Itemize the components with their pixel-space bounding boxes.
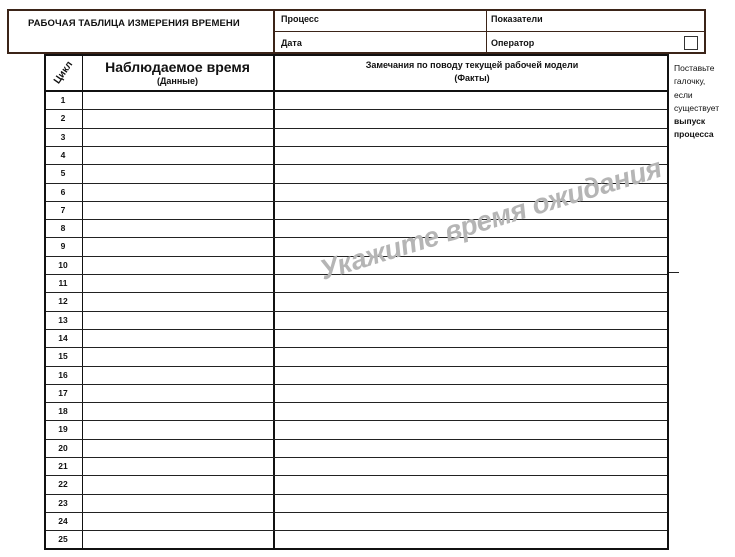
remarks-cell[interactable] bbox=[275, 329, 667, 347]
remarks-subheader: (Факты) bbox=[454, 73, 490, 83]
remarks-cell[interactable] bbox=[275, 146, 667, 164]
remarks-cell[interactable] bbox=[275, 457, 667, 475]
cycle-number: 15 bbox=[58, 351, 68, 362]
cycle-number: 5 bbox=[60, 168, 66, 179]
observed-time-cell[interactable] bbox=[83, 91, 273, 109]
remarks-cell[interactable] bbox=[275, 494, 667, 512]
remarks-cell[interactable] bbox=[275, 347, 667, 365]
remarks-cell[interactable] bbox=[275, 128, 667, 146]
side-note-line: если bbox=[674, 89, 693, 100]
remarks-cell[interactable] bbox=[275, 530, 667, 548]
cycle-number: 20 bbox=[58, 442, 68, 453]
remarks-cell[interactable] bbox=[275, 366, 667, 384]
date-label: Дата bbox=[281, 38, 302, 48]
waiting-time-watermark: Укажите время ожидания bbox=[316, 152, 665, 286]
observed-time-cell[interactable] bbox=[83, 164, 273, 182]
observed-time-cell[interactable] bbox=[83, 420, 273, 438]
cycle-number: 17 bbox=[58, 387, 68, 398]
remarks-cell[interactable] bbox=[275, 402, 667, 420]
observed-time-cell[interactable] bbox=[83, 292, 273, 310]
observed-time-cell[interactable] bbox=[83, 530, 273, 548]
remarks-cell[interactable] bbox=[275, 420, 667, 438]
cycle-number: 22 bbox=[58, 479, 68, 490]
observed-time-cell[interactable] bbox=[83, 183, 273, 201]
side-note-line: галочку, bbox=[674, 76, 706, 87]
operator-checkbox[interactable] bbox=[684, 36, 698, 50]
observed-time-cell[interactable] bbox=[83, 512, 273, 530]
cycle-number: 6 bbox=[60, 186, 66, 197]
observed-time-cell[interactable] bbox=[83, 439, 273, 457]
observed-time-cell[interactable] bbox=[83, 329, 273, 347]
observed-time-cell[interactable] bbox=[83, 201, 273, 219]
cycle-number: 10 bbox=[58, 259, 68, 270]
observed-time-cell[interactable] bbox=[83, 366, 273, 384]
observed-time-cell[interactable] bbox=[83, 457, 273, 475]
remarks-cell[interactable] bbox=[275, 109, 667, 127]
side-note-line-bold: процесса bbox=[674, 129, 714, 140]
cycle-number: 25 bbox=[58, 534, 68, 545]
cycle-number: 19 bbox=[58, 424, 68, 435]
side-note-line-bold: выпуск bbox=[674, 116, 706, 127]
observed-time-cell[interactable] bbox=[83, 256, 273, 274]
remarks-cell[interactable] bbox=[275, 439, 667, 457]
observed-time-cell[interactable] bbox=[83, 494, 273, 512]
observed-time-cell[interactable] bbox=[83, 128, 273, 146]
cycle-number: 21 bbox=[58, 461, 68, 471]
worksheet-title-cell bbox=[7, 9, 275, 54]
side-marker-line bbox=[669, 272, 679, 273]
remarks-cell[interactable] bbox=[275, 384, 667, 402]
cycle-number: 3 bbox=[60, 131, 66, 142]
observed-time-cell[interactable] bbox=[83, 109, 273, 127]
cycle-number: 16 bbox=[58, 369, 68, 380]
header-divider bbox=[275, 31, 706, 32]
observed-time-cell[interactable] bbox=[83, 219, 273, 237]
remarks-cell[interactable] bbox=[275, 311, 667, 329]
cycle-number: 11 bbox=[58, 278, 68, 288]
remarks-cell[interactable] bbox=[275, 512, 667, 530]
side-note bbox=[674, 62, 734, 142]
cycle-number: 1 bbox=[60, 95, 66, 105]
observed-time-cell[interactable] bbox=[83, 237, 273, 255]
cycle-number: 12 bbox=[58, 296, 68, 307]
observed-time-cell[interactable] bbox=[83, 402, 273, 420]
cycle-number: 18 bbox=[58, 406, 68, 417]
observed-time-cell[interactable] bbox=[83, 347, 273, 365]
observed-time-cell[interactable] bbox=[83, 274, 273, 292]
cycle-number: 2 bbox=[60, 113, 66, 124]
remarks-cell[interactable] bbox=[275, 91, 667, 109]
header-column-divider bbox=[486, 9, 487, 54]
operator-label: Оператор bbox=[491, 38, 535, 48]
side-note-line: Поставьте bbox=[674, 63, 715, 73]
observed-time-cell[interactable] bbox=[83, 146, 273, 164]
cycle-number: 9 bbox=[60, 241, 66, 252]
remarks-cell[interactable] bbox=[275, 475, 667, 493]
remarks-header: Замечания по поводу текущей рабочей модели bbox=[365, 60, 579, 70]
cycle-number: 4 bbox=[60, 149, 66, 160]
side-note-line: существует bbox=[674, 102, 720, 113]
cycle-number: 14 bbox=[58, 332, 68, 343]
worksheet-title: РАБОЧАЯ ТАБЛИЦА ИЗМЕРЕНИЯ ВРЕМЕНИ bbox=[28, 18, 240, 29]
observed-time-cell[interactable] bbox=[83, 384, 273, 402]
cycle-number: 13 bbox=[58, 314, 68, 325]
observed-time-header: Наблюдаемое время bbox=[105, 59, 250, 75]
observed-time-cell[interactable] bbox=[83, 311, 273, 329]
observed-time-cell[interactable] bbox=[83, 475, 273, 493]
cycle-column-header: Цикл bbox=[51, 59, 76, 87]
cycle-number: 7 bbox=[60, 204, 66, 215]
remarks-cell[interactable] bbox=[275, 292, 667, 310]
cycle-number: 8 bbox=[60, 223, 66, 234]
process-label: Процесс bbox=[281, 14, 319, 24]
cycle-number: 23 bbox=[58, 497, 68, 508]
cycle-number: 24 bbox=[58, 515, 68, 526]
observed-time-subheader: (Данные) bbox=[157, 76, 198, 86]
indicators-label: Показатели bbox=[491, 14, 543, 24]
